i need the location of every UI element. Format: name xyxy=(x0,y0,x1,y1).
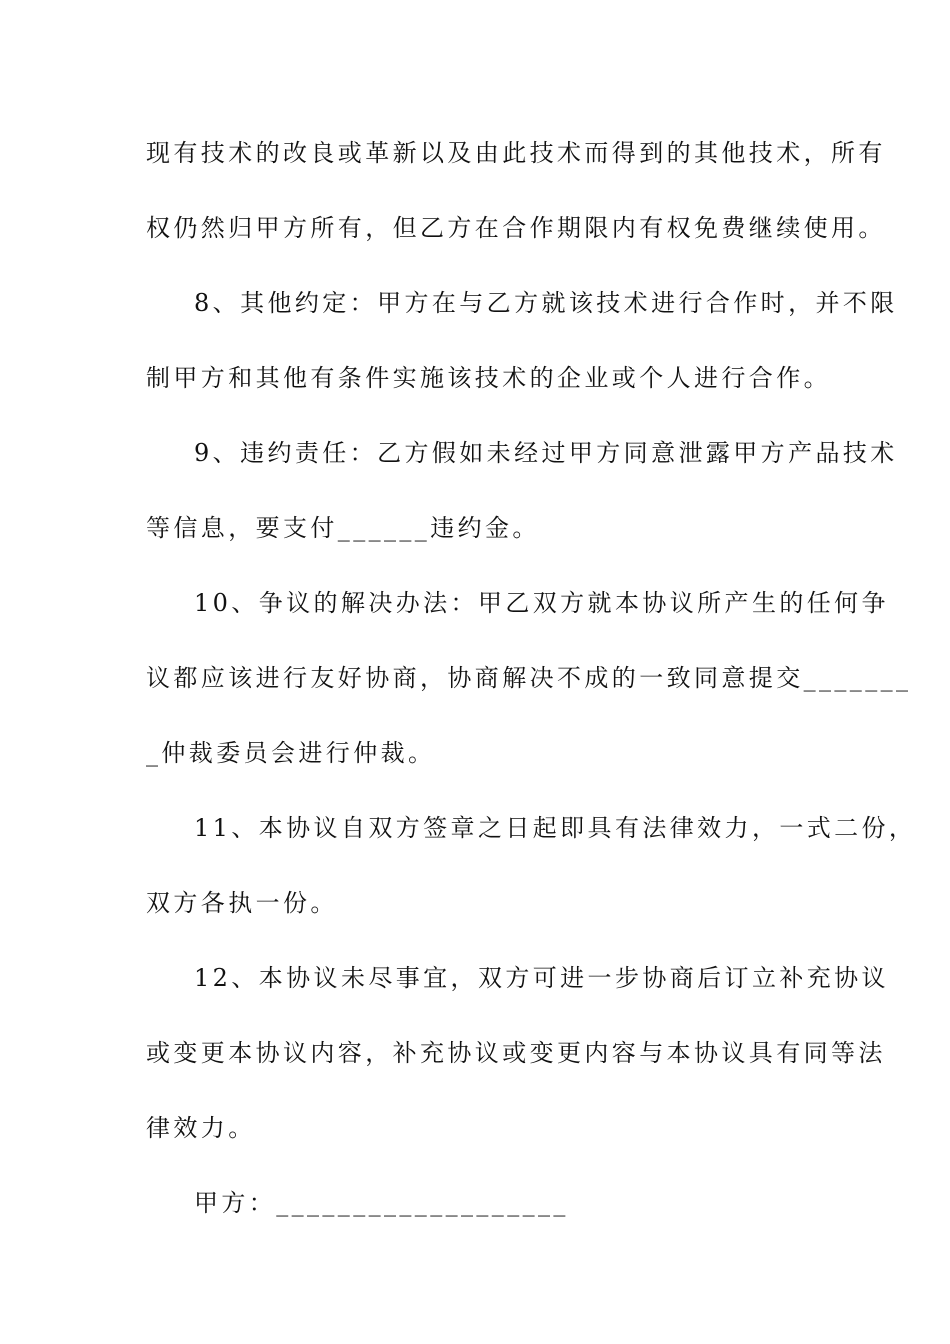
clause-12-line: 12、本协议未尽事宜，双方可进一步协商后订立补充协议 xyxy=(194,964,889,992)
paragraph-line: 双方各执一份。 xyxy=(146,889,338,917)
clause-9-line: 9、违约责任：乙方假如未经过甲方同意泄露甲方产品技术 xyxy=(194,439,898,467)
paragraph-line: 等信息，要支付______违约金。 xyxy=(146,514,540,542)
clause-10-line: 10、争议的解决办法：甲乙双方就本协议所产生的任何争 xyxy=(194,589,889,617)
clause-8-line: 8、其他约定：甲方在与乙方就该技术进行合作时，并不限 xyxy=(194,289,898,317)
paragraph-line: 或变更本协议内容，补充协议或变更内容与本协议具有同等法 xyxy=(146,1039,886,1067)
clause-11-line: 11、本协议自双方签章之日起即具有法律效力，一式二份， xyxy=(194,814,917,842)
paragraph-line: 议都应该进行友好协商，协商解决不成的一致同意提交_______ xyxy=(146,664,912,692)
paragraph-line: 权仍然归甲方所有，但乙方在合作期限内有权免费继续使用。 xyxy=(146,214,886,242)
paragraph-line: 律效力。 xyxy=(146,1114,256,1142)
paragraph-line: 现有技术的改良或革新以及由此技术而得到的其他技术，所有 xyxy=(146,139,886,167)
party-a-signature-line: 甲方：___________________ xyxy=(194,1189,569,1217)
paragraph-line: 制甲方和其他有条件实施该技术的企业或个人进行合作。 xyxy=(146,364,831,392)
paragraph-line: _仲裁委员会进行仲裁。 xyxy=(146,739,436,767)
